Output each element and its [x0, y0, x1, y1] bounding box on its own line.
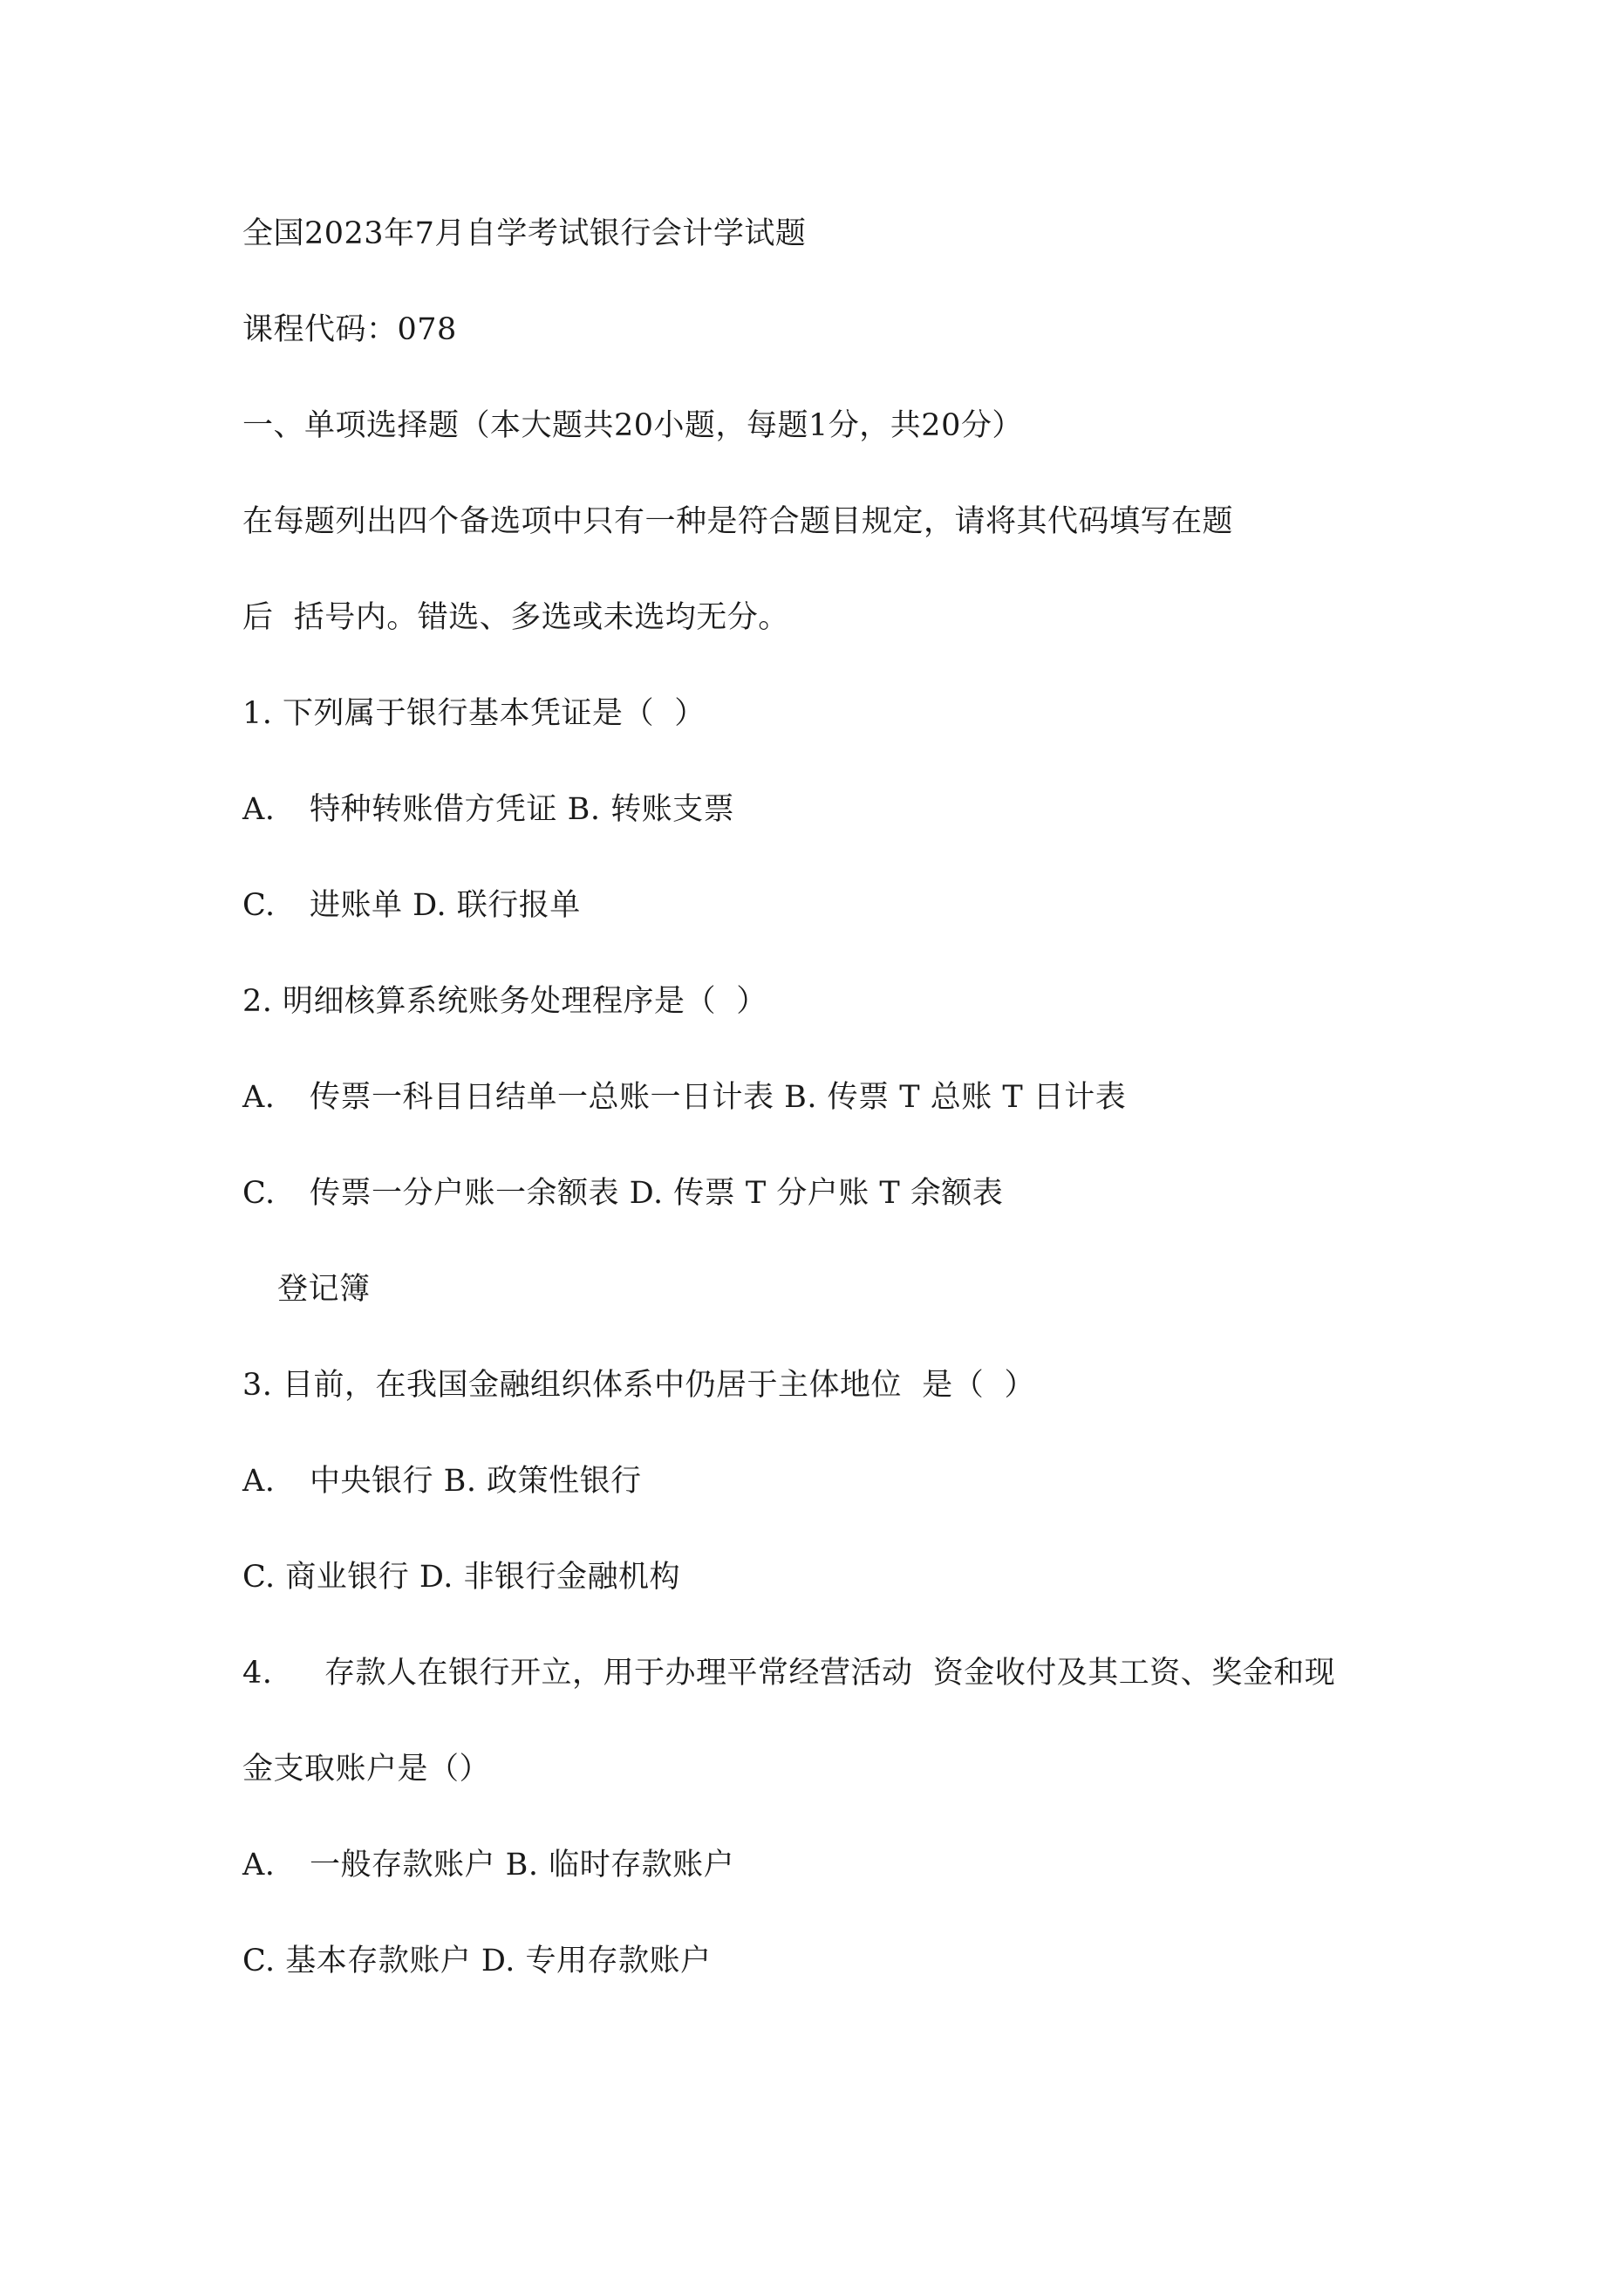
question-3-option-ab-text: 中央银行 B. 政策性银行: [310, 1464, 642, 1499]
course-code: 课程代码：078: [242, 312, 457, 347]
question-1-option-ab-text: 特种转账借方凭证 B. 转账支票: [310, 792, 735, 827]
question-4-stem-line-2: 金支取账户是（）: [242, 1752, 491, 1787]
question-2-option-a-letter: A.: [242, 1080, 276, 1115]
question-3-option-a-letter: A.: [242, 1464, 276, 1499]
question-4-option-a-letter: A.: [242, 1848, 276, 1883]
exam-title: 全国2023年7月自学考试银行会计学试题: [242, 216, 807, 251]
section-heading: 一、单项选择题（本大题共20小题，每题1分，共20分）: [242, 408, 1023, 443]
question-1-stem: 1. 下列属于银行基本凭证是（ ）: [242, 696, 706, 731]
question-2-option-c-letter: C.: [242, 1176, 276, 1211]
question-4-option-cd-text: C. 基本存款账户 D. 专用存款账户: [242, 1944, 712, 1978]
question-1-option-cd-text: 进账单 D. 联行报单: [310, 888, 581, 923]
question-2-option-cd-text: 传票一分户账一余额表 D. 传票 T 分户账 T 余额表: [310, 1176, 1004, 1211]
instructions-line-2: 后 括号内。错选、多选或未选均无分。: [242, 600, 789, 635]
question-4-option-ab-text: 一般存款账户 B. 临时存款账户: [310, 1848, 735, 1883]
question-2-continuation: 登记簿: [277, 1272, 371, 1307]
question-4-number: 4.: [242, 1656, 273, 1691]
question-2-stem: 2. 明细核算系统账务处理程序是（ ）: [242, 984, 767, 1019]
question-4-stem-line-1: 存款人在银行开立，用于办理平常经营活动 资金收付及其工资、奖金和现: [324, 1656, 1336, 1691]
question-2-option-ab-text: 传票一科目日结单一总账一日计表 B. 传票 T 总账 T 日计表: [310, 1080, 1127, 1115]
instructions-line-1: 在每题列出四个备选项中只有一种是符合题目规定，请将其代码填写在题: [242, 504, 1234, 539]
question-3-stem: 3. 目前，在我国金融组织体系中仍居于主体地位 是（ ）: [242, 1368, 1036, 1403]
question-3-option-cd-text: C. 商业银行 D. 非银行金融机构: [242, 1560, 680, 1595]
question-1-option-c-letter: C.: [242, 888, 276, 923]
question-1-option-a-letter: A.: [242, 792, 276, 827]
